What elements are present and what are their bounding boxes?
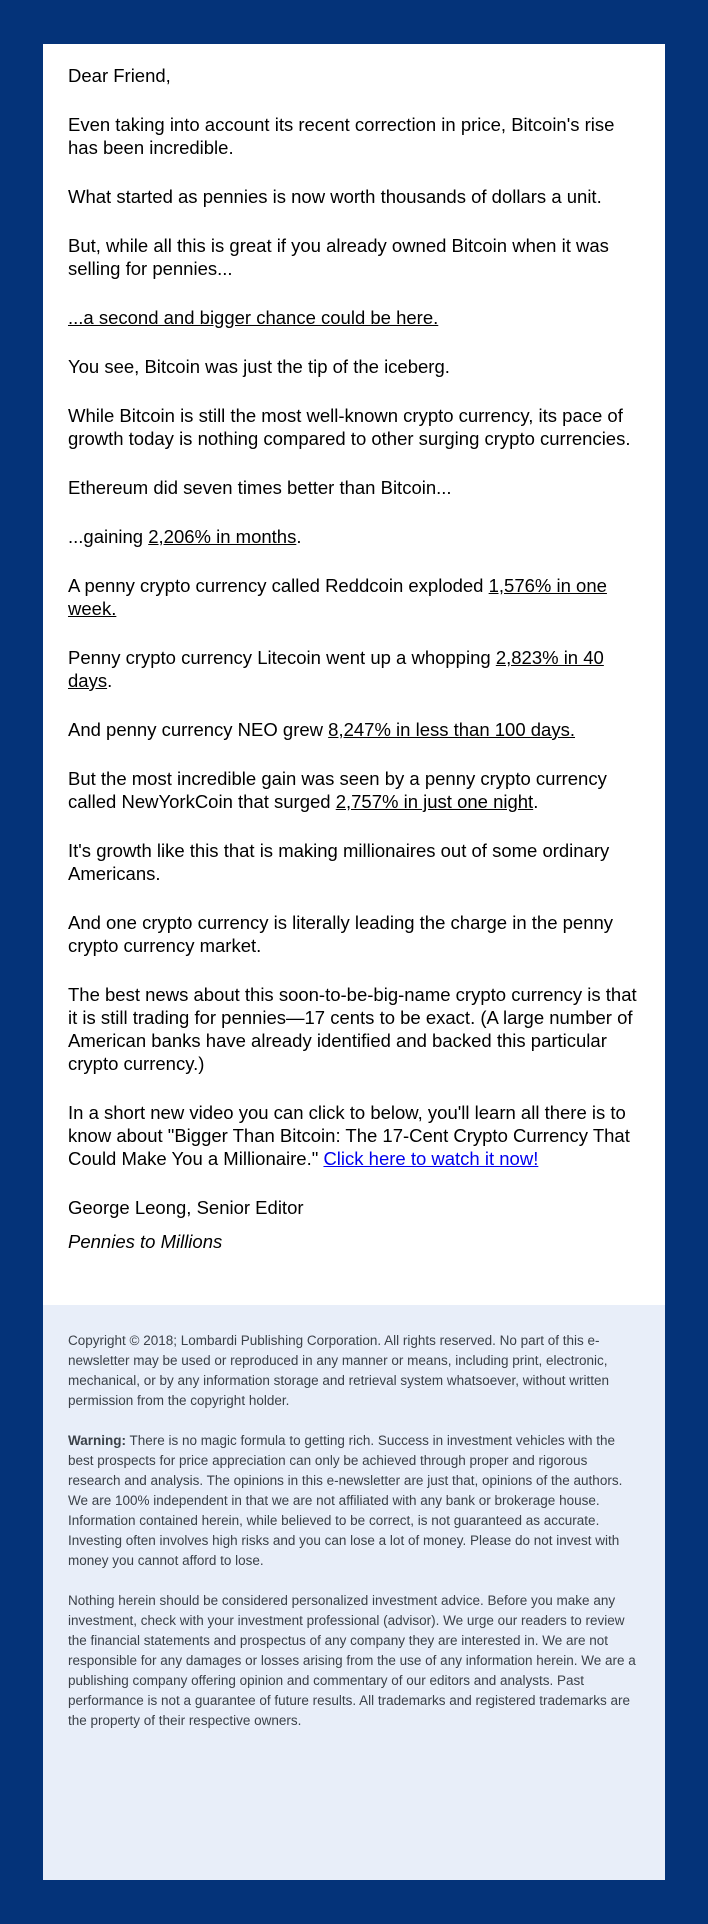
text-segment: ...gaining [68,526,149,547]
text-segment: And one crypto currency is literally leading the charge in the penny crypto currency market. [68,912,614,956]
paragraph [68,185,640,208]
paragraph [68,234,640,280]
email-footer [43,1305,665,1880]
paragraph [68,404,640,450]
text-segment: While Bitcoin is still the most well-known crypto currency, its pace of growth today is nothing compared to other surging crypto currencies. [68,405,631,449]
text-segment: But, while all this is great if you already owned Bitcoin when it was selling for pennies... [68,235,609,279]
text-segment: Ethereum did seven times better than Bitcoin... [68,477,452,498]
text-segment: The best news about this soon-to-be-big-name crypto currency is that it is still trading for pennies—17 cents to be exact. (A large number of American banks have already identified and backed this particular crypto currency.) [68,984,637,1074]
paragraph [68,64,640,87]
paragraph [68,1101,640,1170]
text-segment: Penny crypto currency Litecoin went up a whopping [68,647,496,668]
paragraph [68,767,640,813]
paragraph [68,306,640,329]
paragraph [68,1591,640,1731]
text-segment: It's growth like this that is making millionaires out of some ordinary Americans. [68,840,610,884]
text-segment: Copyright © 2018; Lombardi Publishing Corporation. All rights reserved. No part of this e-newsletter may be used or reproduced in any manner or means, including print, electronic, mechanical, or by any information storage and retrieval system whatsoever, without written permission from the copyright holder. [68,1333,610,1408]
email-body [43,44,665,1305]
text-segment: Pennies to Millions [68,1231,223,1252]
text-segment: . [107,670,113,691]
text-segment: . [533,791,539,812]
signature-name [68,1196,640,1219]
text-segment: Nothing herein should be considered personalized investment advice. Before you make any investment, check with your investment professional (advisor). We urge our readers to review the financial statements and prospectus of any company they are interested in. We are not responsible for any damages or losses arising from the use of any information herein. We are a publishing company offering opinion and commentary of our editors and analysts. Past performance is not a guarantee of future results. All trademarks and registered trademarks are the property of their respective owners. [68,1593,636,1728]
text-segment: Even taking into account its recent correction in price, Bitcoin's rise has been incredible. [68,114,615,158]
paragraph [68,911,640,957]
text-segment: Warning: [68,1433,126,1448]
paragraph [68,718,640,741]
text-segment: . [296,526,302,547]
text-segment: George Leong, Senior Editor [68,1197,304,1218]
text-segment: In a short new video you can click to below, you'll learn all there is to know about "Bigger Than Bitcoin: The 17-Cent Crypto Currency That Could Make You a Millionaire." [68,1102,630,1169]
text-segment: Dear Friend, [68,65,171,86]
paragraph [68,113,640,159]
paragraph [68,355,640,378]
text-segment: 1,576% in one week. [68,575,607,619]
text-segment: And penny currency NEO grew [68,719,329,740]
text-segment: There is no magic formula to getting rich. Success in investment vehicles with the best prospects for price appreciation can only be achieved through proper and rigorous research and analysis. The opinions in this e-newsletter are just that, opinions of the authors. We are 100% independent in that we are not affiliated with any bank or brokerage house. Information contained herein, while believed to be correct, is not guaranteed as accurate. Investing often involves high risks and you can lose a lot of money. Please do not invest with money you cannot afford to lose. [68,1433,623,1568]
paragraph [68,525,640,548]
text-segment: You see, Bitcoin was just the tip of the iceberg. [68,356,450,377]
email-container [43,44,665,1880]
text-segment: 2,206% in months [148,526,297,547]
signature-publication [68,1230,640,1253]
text-segment: 2,757% in just one night [335,791,534,812]
paragraph [68,646,640,692]
text-segment: ...a second and bigger chance could be here. [68,307,439,328]
email-page [0,44,708,1924]
text-segment: But the most incredible gain was seen by a penny crypto currency called NewYorkCoin that surged [68,768,607,812]
paragraph [68,983,640,1075]
text-segment: 8,247% in less than 100 days. [328,719,575,740]
text-segment: 2,823% in 40 days [68,647,604,691]
text-segment: What started as pennies is now worth thousands of dollars a unit. [68,186,602,207]
paragraph [68,839,640,885]
text-segment: A penny crypto currency called Reddcoin exploded [68,575,489,596]
watch-video-link[interactable]: Click here to watch it now! [323,1148,539,1169]
paragraph [68,574,640,620]
paragraph [68,1431,640,1571]
paragraph [68,1331,640,1411]
paragraph [68,476,640,499]
